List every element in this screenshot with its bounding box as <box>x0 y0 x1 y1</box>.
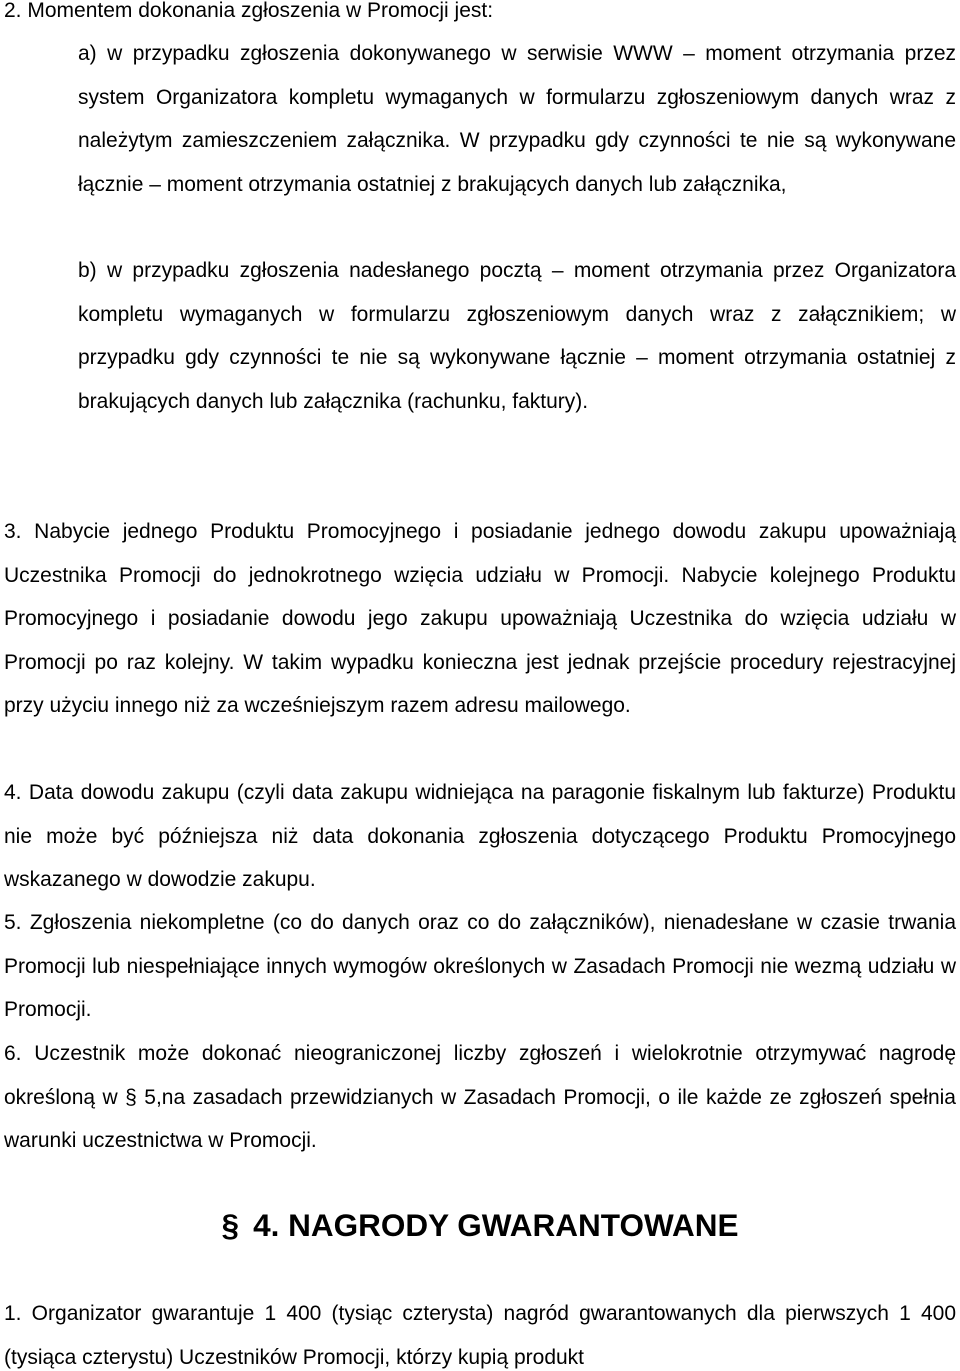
paragraph-2-intro: 2. Momentem dokonania zgłoszenia w Promocji jest: <box>4 0 494 22</box>
paragraph-6: 6. Uczestnik może dokonać nieograniczonej liczby zgłoszeń i wielokrotnie otrzymywać nagrodę określoną w § 5,na zasadach przewidzianych w Zasadach Promocji, o ile każde ze zgłoszeń spełnia warunki uczestnictwa w Promocji. <box>4 1042 956 1152</box>
paragraph-4: 4. Data dowodu zakupu (czyli data zakupu widniejąca na paragonie fiskalnym lub fakturze) Produktu nie może być późniejsza niż data dokonania zgłoszenia dotyczącego Produktu Promocyjnego wskazanego w dowodzie zakupu. <box>4 781 956 891</box>
paragraph-2b: b) w przypadku zgłoszenia nadesłanego pocztą – moment otrzymania przez Organizatora kompletu wymaganych w formularzu zgłoszeniowym danych wraz z załącznikiem; w przypadku gdy czynności te nie są wykonywane łącznie – moment otrzymania ostatniej z brakujących danych lub załącznika (rachunku, faktury). <box>78 259 956 413</box>
section-symbol: § <box>221 1207 240 1243</box>
paragraph-5: 5. Zgłoszenia niekompletne (co do danych oraz co do załączników), nienadesłane w czasie trwania Promocji lub niespełniające innych wymogów określonych w Zasadach Promocji nie wezmą udziału w Promocji. <box>4 911 956 1021</box>
section-title: 4. NAGRODY GWARANTOWANE <box>253 1207 739 1243</box>
paragraph-section4-1: 1. Organizator gwarantuje 1 400 (tysiąc czterysta) nagród gwarantowanych dla pierwszych 1 400 (tysiąca czterystu) Uczestników Promocji, którzy kupią produkt <box>4 1302 956 1369</box>
paragraph-3: 3. Nabycie jednego Produktu Promocyjnego i posiadanie jednego dowodu zakupu upoważniają Uczestnika Promocji do jednokrotnego wzięcia udziału w Promocji. Nabycie kolejnego Produktu Promocyjnego i posiadanie dowodu jego zakupu upoważniają Uczestnika do wzięcia udziału w Promocji po raz kolejny. W takim wypadku konieczna jest jednak przejście procedury rejestracyjnej przy użyciu innego niż za wcześniejszym razem adresu mailowego. <box>4 520 956 717</box>
paragraph-2a: a) w przypadku zgłoszenia dokonywanego w serwisie WWW – moment otrzymania przez system Organizatora kompletu wymaganych w formularzu zgłoszeniowym danych wraz z należytym zamieszczeniem załącznika. W przypadku gdy czynności te nie są wykonywane łącznie – moment otrzymania ostatniej z brakujących danych lub załącznika, <box>78 42 956 196</box>
section-heading <box>0 1204 960 1248</box>
